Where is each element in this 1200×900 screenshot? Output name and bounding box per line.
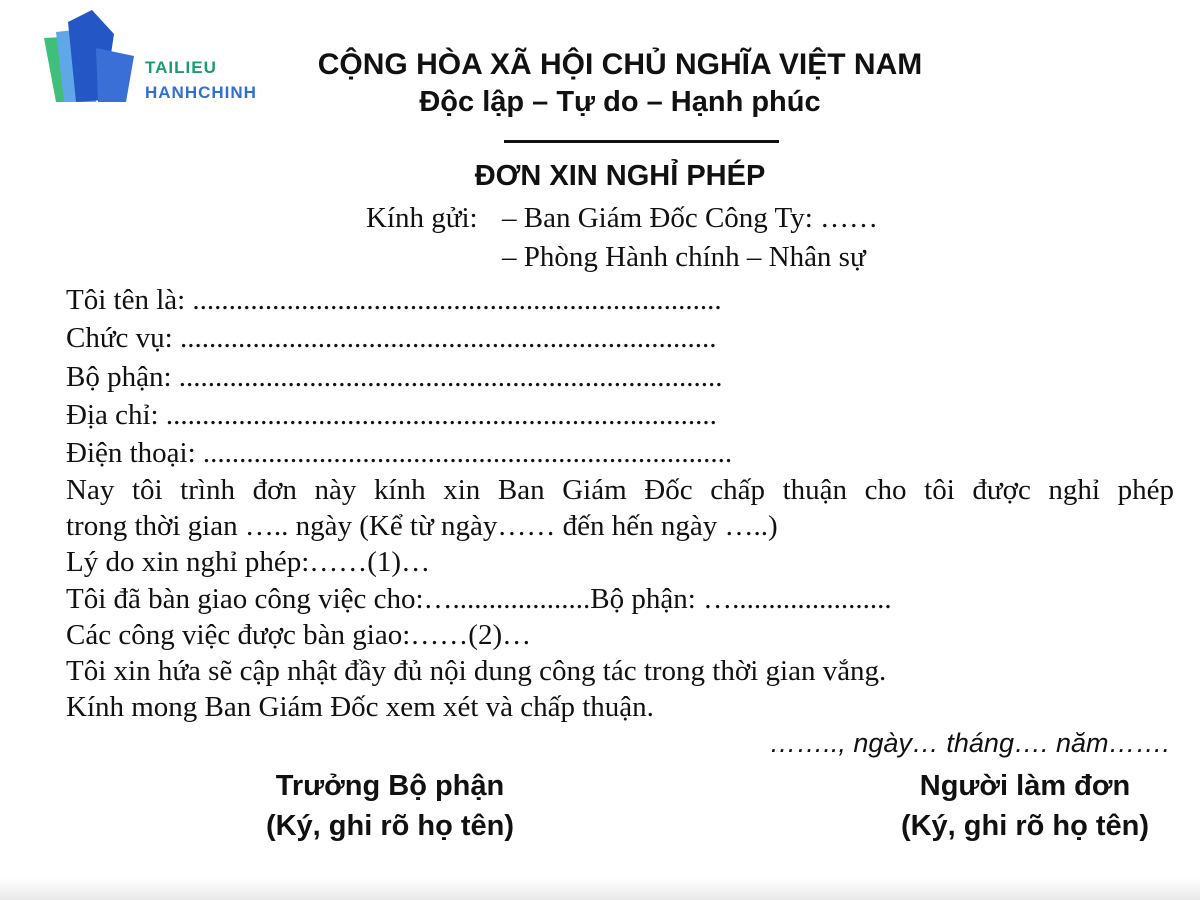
recipient-label: Kính gửi: bbox=[366, 202, 478, 234]
national-motto: Độc lập – Tự do – Hạnh phúc bbox=[419, 86, 821, 118]
header-divider bbox=[504, 140, 779, 143]
signature-left-note: (Ký, ghi rõ họ tên) bbox=[265, 810, 515, 842]
recipient-line: – Ban Giám Đốc Công Ty: …… bbox=[502, 202, 879, 234]
body-paragraph-line: Tôi xin hứa sẽ cập nhật đầy đủ nội dung công tác trong thời gian vắng. bbox=[66, 655, 887, 687]
signature-right-note: (Ký, ghi rõ họ tên) bbox=[900, 810, 1150, 842]
bottom-edge-shadow bbox=[0, 878, 1200, 900]
logo-text-tailieu: TAILIEU bbox=[145, 58, 217, 77]
national-title: CỘNG HÒA XÃ HỘI CHỦ NGHĨA VIỆT NAM bbox=[317, 48, 923, 81]
signature-right-title: Người làm đơn bbox=[919, 770, 1131, 802]
field-phone: Điện thoại: ......................................................................... bbox=[66, 437, 733, 469]
signature-left-title: Trưởng Bộ phận bbox=[275, 770, 505, 802]
field-name: Tôi tên là: ......................................................................... bbox=[66, 284, 722, 316]
logo-text-hanhchinh: HANHCHINH bbox=[145, 83, 257, 102]
body-paragraph-line: trong thời gian ….. ngày (Kể từ ngày…… đến hến ngày …..) bbox=[66, 510, 778, 542]
field-reason: Lý do xin nghỉ phép:……(1)… bbox=[66, 546, 431, 578]
field-handover: Tôi đã bàn giao công việc cho:…...................Bộ phận: …...................... bbox=[66, 583, 892, 615]
recipient-line: – Phòng Hành chính – Nhân sự bbox=[502, 241, 866, 273]
field-handover-tasks: Các công việc được bàn giao:……(2)… bbox=[66, 619, 532, 651]
body-paragraph-line: Nay tôi trình đơn này kính xin Ban Giám Đốc chấp thuận cho tôi được nghỉ phép bbox=[66, 474, 1174, 506]
field-department: Bộ phận: ........................................................................... bbox=[66, 361, 723, 393]
document-title: ĐƠN XIN NGHỈ PHÉP bbox=[474, 160, 766, 192]
body-paragraph-line: Kính mong Ban Giám Đốc xem xét và chấp thuận. bbox=[66, 691, 654, 723]
field-address: Địa chỉ: ............................................................................ bbox=[66, 399, 717, 431]
date-line: …….., ngày… tháng…. năm……. bbox=[769, 728, 1170, 758]
field-position: Chức vụ: .......................................................................... bbox=[66, 322, 717, 354]
